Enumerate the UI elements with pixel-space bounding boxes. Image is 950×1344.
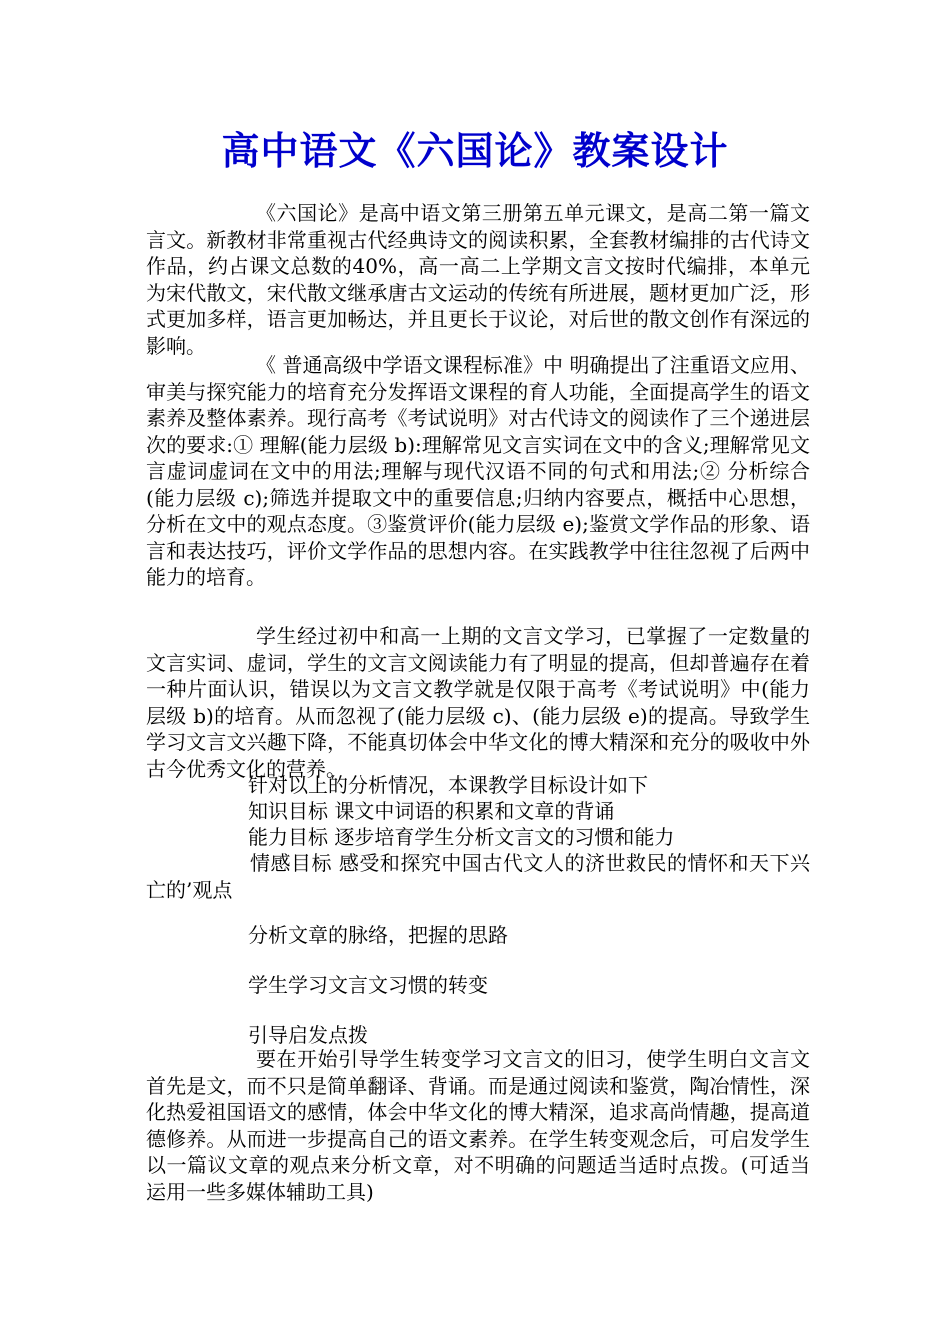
paragraph-method: 引导启发点拨 — [248, 1023, 368, 1047]
paragraph-guidance: 要在开始引导学生转变学习文言文的旧习，使学生明白文言文首先是文，而不只是简单翻译、背诵。而是通过阅读和鉴赏，陶冶情性，深化热爱祖国语文的感情，体会中华文化的博大精深，追求高尚情趣，提高道德修养。从而进一步提高自己的语文素养。在学生转变观念后，可启发学生以一篇议文章的观点来分析文章，对不明确的问题适当适时点拨。(可适当运用一些多媒体辅助工具) — [146, 1047, 810, 1204]
paragraph-difficulty: 学生学习文言文习惯的转变 — [248, 973, 488, 997]
paragraph-focus: 分析文章的脉络，把握的思路 — [248, 923, 508, 947]
paragraph-students: 学生经过初中和高一上期的文言文学习，已掌握了一定数量的文言实词、虚词，学生的文言文阅读能力有了明显的提高，但却普遍存在着一种片面认识，错误以为文言文教学就是仅限于高考《考试说明》中(能力层级 b)的培育。从而忽视了(能力层级 c)、(能力层级 e)的提高。导致学生学习文言文兴趣下降，不能真切体会中华文化的博大精深和充分的吸收中外古今优秀文化的营养。 — [146, 624, 810, 781]
paragraph-knowledge-goal: 知识目标 课文中词语的积累和文章的背诵 — [248, 799, 615, 823]
paragraph-objectives-intro: 针对以上的分析情况，本课教学目标设计如下 — [248, 773, 648, 797]
document-title: 高中语文《六国论》教案设计 — [221, 128, 729, 173]
paragraph-intro: 《六国论》是高中语文第三册第五单元课文，是高二第一篇文言文。新教材非常重视古代经典诗文的阅读积累，全套教材编排的古代诗文作品，约占课文总数的40%，高一高二上学期文言文按时代编排，本单元为宋代散文，宋代散文继承唐古文运动的传统有所进展，题材更加广泛，形式更加多样，语言更加畅达，并且更长于议论，对后世的散文创作有深远的影响。 — [146, 201, 810, 358]
paragraph-emotion-goal: 情感目标 感受和探究中国古代文人的济世救民的情怀和天下兴亡的’观点 — [146, 851, 810, 902]
paragraph-curriculum: 《 普通高级中学语文课程标准》中 明确提出了注重语文应用、审美与探究能力的培育充分发挥语文课程的育人功能，全面提高学生的语文素养及整体素养。现行高考《考试说明》对古代诗文的阅读作了三个递进层次的要求:① 理解(能力层级 b):理解常见文言实词在文中的含义;理解常见文言虚词虚词在文中的用法;理解与现代汉语不同的句式和用法;② 分析综合(能力层级 c);筛选并提取文中的重要信息;归纳内容要点，概括中心思想，分析在文中的观点态度。③鉴赏评价(能力层级 e);鉴赏文学作品的形象、语言和表达技巧，评价文学作品的思想内容。在实践教学中往往忽视了后两中能力的培育。 — [146, 353, 810, 589]
paragraph-ability-goal: 能力目标 逐步培育学生分析文言文的习惯和能力 — [248, 825, 675, 849]
